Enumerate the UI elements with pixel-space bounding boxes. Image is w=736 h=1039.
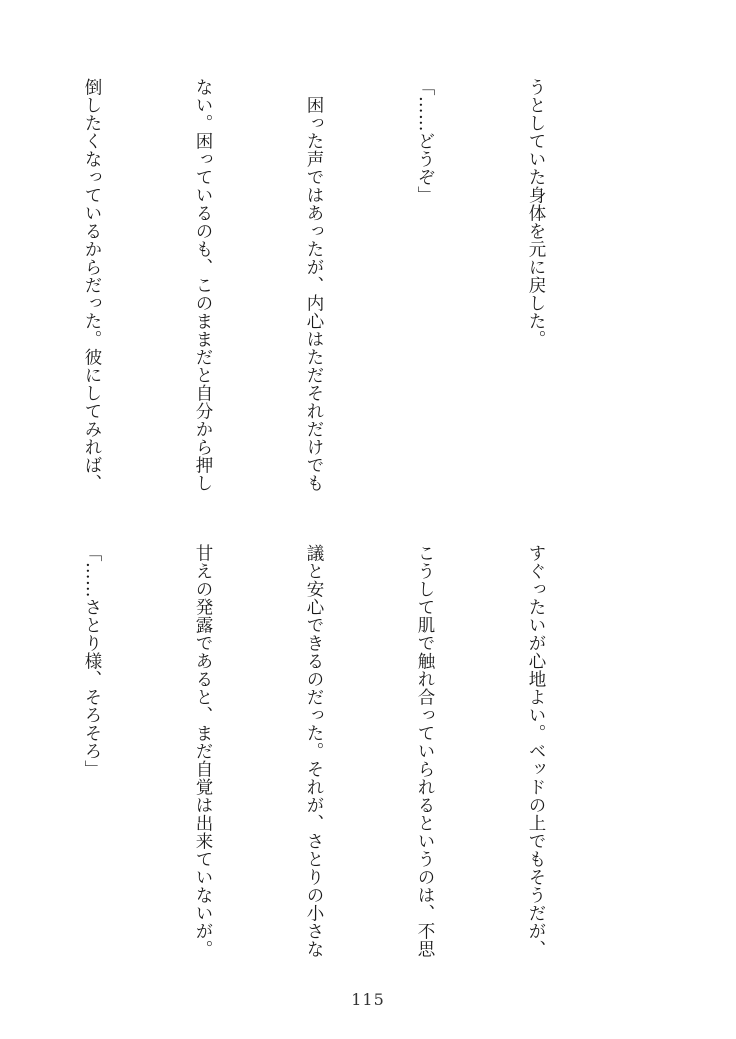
text-line: うとしていた身体を元に戻した。 — [526, 78, 546, 348]
text-line: 議と安心できるのだった。それが、さとりの小さな — [304, 544, 324, 958]
text-line: すぐったいが心地よい。ベッドの上でもそうだが、 — [526, 544, 546, 958]
text-line: 「……どうぞ」 — [415, 78, 435, 204]
text-block-bottom — [82, 544, 628, 964]
text-line: ない。困っているのも、このままだと自分から押し — [193, 78, 213, 492]
text-line: 困った声ではあったが、内心はただそれだけでも — [304, 78, 324, 492]
text-line: 甘えの発露であると、まだ自覚は出来ていないが。 — [193, 544, 213, 958]
text-line: 倒したくなっているからだった。彼にしてみれば、 — [82, 78, 102, 492]
text-block-top — [82, 78, 628, 498]
text-line: こうして肌で触れ合っていられるというのは、不思 — [415, 544, 435, 958]
page-number: 115 — [351, 990, 385, 1009]
text-line: 「……さとり様、そろそろ」 — [82, 544, 102, 778]
